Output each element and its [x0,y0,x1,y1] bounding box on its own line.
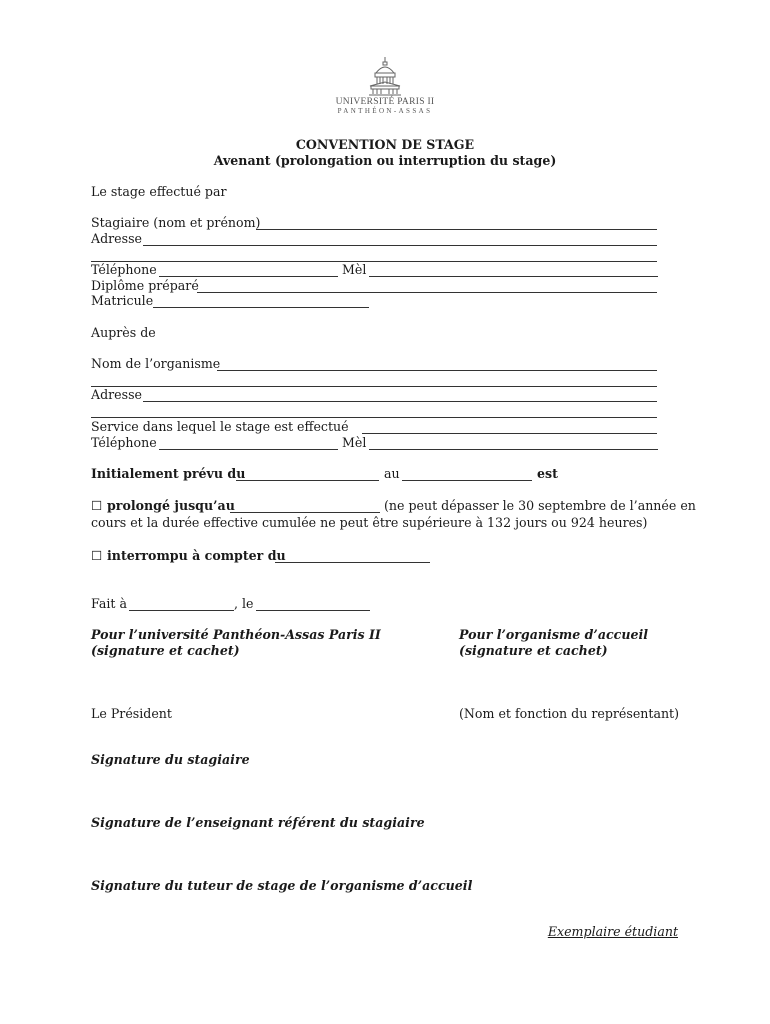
sig-enseignant: Signature de l’enseignant référent du stagiaire [91,815,425,830]
student-name-field[interactable] [256,229,657,230]
initial-end-field[interactable] [402,480,532,481]
student-name-label: Stagiaire (nom et prénom) [91,215,261,230]
sig-org-line1: Pour l’organisme d’accueil [459,627,649,642]
fait-date-field[interactable] [256,610,370,611]
prolonged-note-line1: (ne peut dépasser le 30 septembre de l’année en [384,498,696,513]
pantheon-dome-icon [368,56,402,96]
org-mail-label: Mèl [342,435,367,450]
org-mail-field[interactable] [369,449,658,450]
student-address-label: Adresse [91,231,143,246]
initial-est-label: est [537,466,558,481]
org-name-field-2[interactable] [91,386,657,387]
org-phone-label: Téléphone [91,435,157,450]
org-service-label: Service dans lequel le stage est effectué [91,419,349,434]
fait-label: Fait à [91,596,127,611]
sig-representative: (Nom et fonction du représentant) [459,706,680,721]
prolonged-note-line2: cours et la durée effective cumulée ne peut être supérieure à 132 jours ou 924 heures) [91,515,648,530]
document-title: CONVENTION DE STAGE [295,137,475,152]
sig-president: Le Président [91,706,172,721]
logo-line1: UNIVERSITÉ PARIS II [335,97,435,107]
prolonged-label: prolongé jusqu’au [107,498,235,513]
student-diploma-field[interactable] [197,292,657,293]
interrupted-checkbox[interactable]: ☐ [91,548,103,563]
sig-univ-line2: (signature et cachet) [91,643,240,658]
prolonged-date-field[interactable] [230,512,380,513]
interrupted-label: interrompu à compter du [107,548,286,563]
org-service-field[interactable] [362,433,657,434]
sig-org-line2: (signature et cachet) [459,643,608,658]
org-address-label: Adresse [91,387,143,402]
org-name-field[interactable] [217,370,657,371]
student-address-field-2[interactable] [91,261,657,262]
intro-text: Le stage effectué par [91,184,227,199]
aupres-label: Auprès de [91,325,156,340]
initial-au-label: au [384,466,400,481]
sig-stagiaire: Signature du stagiaire [91,752,250,767]
org-phone-field[interactable] [159,449,338,450]
fait-le-label: , le [234,596,254,611]
student-diploma-label: Diplôme préparé [91,278,199,293]
fait-place-field[interactable] [129,610,234,611]
sig-tuteur: Signature du tuteur de stage de l’organisme d’accueil [91,878,473,893]
sig-univ-line1: Pour l’université Panthéon-Assas Paris II [91,627,381,642]
org-address-field[interactable] [143,401,657,402]
student-phone-label: Téléphone [91,262,157,277]
student-matricule-field[interactable] [153,307,369,308]
initial-start-field[interactable] [236,480,379,481]
student-mail-field[interactable] [369,276,658,277]
document-subtitle: Avenant (prolongation ou interruption du stage) [213,153,557,168]
org-name-label: Nom de l’organisme [91,356,221,371]
student-address-field[interactable] [143,245,657,246]
student-matricule-label: Matricule [91,293,154,308]
interrupted-date-field[interactable] [275,562,430,563]
student-mail-label: Mèl [342,262,367,277]
copy-label: Exemplaire étudiant [547,924,678,939]
student-phone-field[interactable] [159,276,338,277]
org-address-field-2[interactable] [91,417,657,418]
prolonged-checkbox[interactable]: ☐ [91,498,103,513]
logo-line2: PANTHÉON-ASSAS [337,107,433,115]
initial-label: Initialement prévu du [91,466,246,481]
